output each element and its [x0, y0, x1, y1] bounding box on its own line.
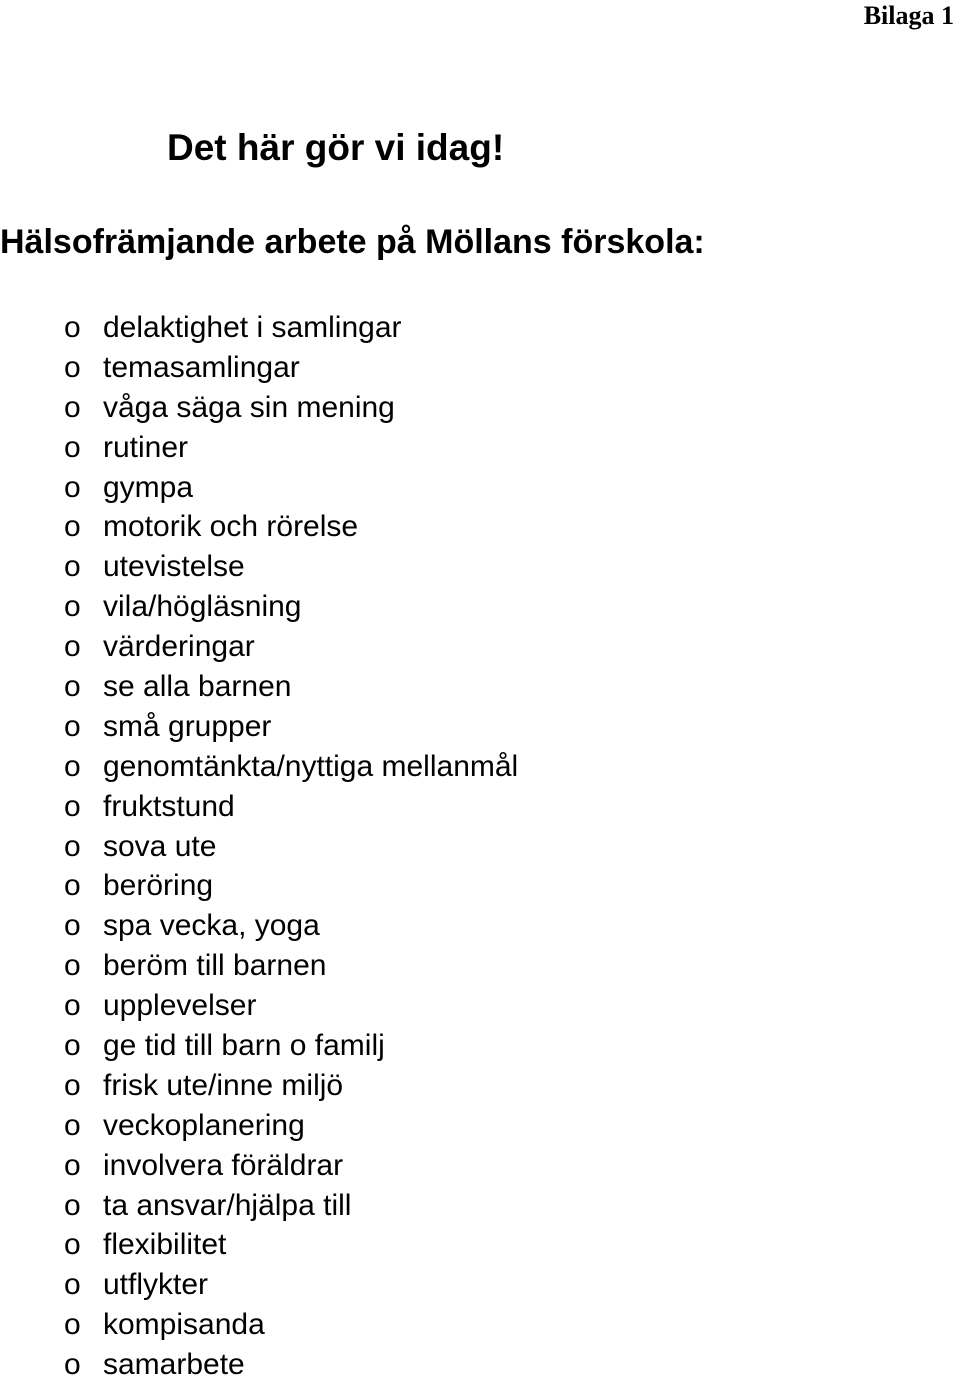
- bullet-circle-icon: o: [64, 949, 81, 983]
- bullet-circle-icon: o: [64, 1108, 81, 1142]
- bullet-circle-icon: o: [64, 709, 81, 743]
- bullet-circle-icon: o: [64, 470, 81, 504]
- page-subtitle: Hälsofrämjande arbete på Möllans förskola:: [0, 223, 705, 261]
- bullet-circle-icon: o: [64, 1148, 81, 1182]
- list-item-text: utflykter: [103, 1268, 209, 1302]
- list-item-text: delaktighet i samlingar: [103, 311, 402, 344]
- list-item-text: se alla barnen: [103, 670, 292, 704]
- list-item-text: flexibilitet: [103, 1228, 227, 1262]
- list-item-text: vila/högläsning: [103, 590, 302, 624]
- list-item-text: ge tid till barn o familj: [103, 1029, 385, 1063]
- list-item-text: beröm till barnen: [103, 949, 327, 983]
- list-item-text: genomtänkta/nyttiga mellanmål: [103, 749, 519, 783]
- bullet-circle-icon: o: [64, 749, 81, 783]
- bullet-circle-icon: o: [64, 909, 81, 943]
- list-item-text: spa vecka, yoga: [103, 909, 320, 943]
- list-item-text: frisk ute/inne miljö: [103, 1068, 344, 1102]
- list-item-text: utevistelse: [103, 550, 245, 584]
- list-item-text: veckoplanering: [103, 1108, 305, 1142]
- appendix-label: Bilaga 1: [863, 1, 954, 30]
- bullet-circle-icon: o: [64, 1308, 81, 1342]
- bullet-circle-icon: o: [64, 1188, 81, 1222]
- list-item-text: fruktstund: [103, 789, 235, 823]
- list-item-text: små grupper: [103, 709, 272, 743]
- bullet-circle-icon: o: [64, 1068, 81, 1102]
- list-item-text: gympa: [103, 470, 194, 504]
- list-item-text: motorik och rörelse: [103, 510, 359, 544]
- list-item-text: sova ute: [103, 829, 217, 863]
- bullet-circle-icon: o: [64, 1228, 81, 1262]
- bullet-circle-icon: o: [64, 1268, 81, 1302]
- page-title: Det här gör vi idag!: [167, 127, 505, 168]
- list-item-text: beröring: [103, 869, 214, 903]
- bullet-circle-icon: o: [64, 1029, 81, 1063]
- bullet-circle-icon: o: [64, 311, 81, 344]
- bullet-circle-icon: o: [64, 670, 81, 704]
- bullet-circle-icon: o: [64, 829, 81, 863]
- bullet-circle-icon: o: [64, 510, 81, 544]
- bullet-circle-icon: o: [64, 430, 81, 464]
- bullet-circle-icon: o: [64, 390, 81, 424]
- bullet-circle-icon: o: [64, 789, 81, 823]
- list-item-text: ta ansvar/hjälpa till: [103, 1188, 352, 1222]
- bullet-circle-icon: o: [64, 1348, 81, 1382]
- list-item-text: rutiner: [103, 430, 189, 464]
- list-item-text: kompisanda: [103, 1308, 265, 1342]
- list-item-text: upplevelser: [103, 989, 257, 1023]
- bullet-circle-icon: o: [64, 350, 81, 384]
- list-item-text: våga säga sin mening: [103, 390, 395, 424]
- bullet-circle-icon: o: [64, 630, 81, 664]
- bullet-circle-icon: o: [64, 989, 81, 1023]
- bullet-circle-icon: o: [64, 869, 81, 903]
- list-item-text: samarbete: [103, 1348, 245, 1382]
- bullet-circle-icon: o: [64, 590, 81, 624]
- list-item-text: temasamlingar: [103, 350, 300, 384]
- bullet-circle-icon: o: [64, 550, 81, 584]
- list-item-text: värderingar: [103, 630, 255, 664]
- list-item-text: involvera föräldrar: [103, 1148, 344, 1182]
